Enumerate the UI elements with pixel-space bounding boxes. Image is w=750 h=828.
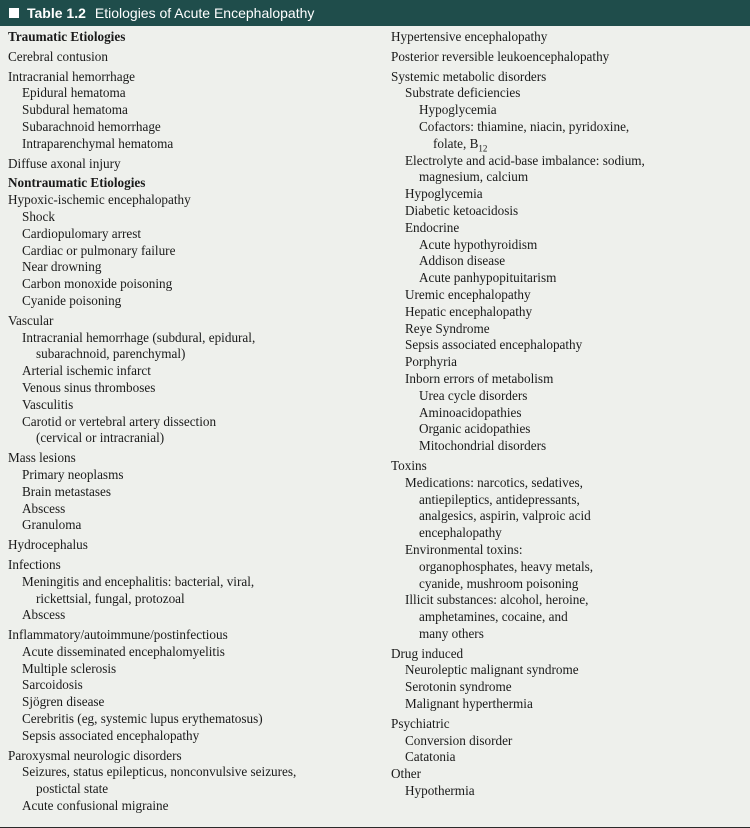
list-item: Substrate deficiencies bbox=[405, 85, 521, 101]
list-item: Drug induced bbox=[391, 645, 464, 661]
list-item: Acute disseminated encephalomyelitis bbox=[22, 643, 225, 659]
list-item: Meningitis and encephalitis: bacterial, viral, bbox=[22, 573, 255, 589]
left-column bbox=[8, 29, 380, 815]
list-item: Paroxysmal neurologic disorders bbox=[8, 747, 182, 763]
list-item: Acute panhypopituitarism bbox=[419, 270, 557, 286]
list-item: Seizures, status epilepticus, nonconvulsive seizures, bbox=[22, 764, 297, 780]
list-item: Posterior reversible leukoencephalopathy bbox=[391, 48, 610, 64]
list-item: Sjögren disease bbox=[22, 694, 105, 710]
list-item: Intracranial hemorrhage bbox=[8, 68, 136, 84]
list-item: Sepsis associated encephalopathy bbox=[405, 337, 583, 353]
list-item: Medications: narcotics, sedatives, bbox=[405, 474, 583, 490]
list-item: Porphyria bbox=[405, 354, 458, 370]
list-item: Shock bbox=[22, 208, 55, 224]
list-item: Carotid or vertebral artery dissection bbox=[22, 413, 217, 429]
section-heading: Nontraumatic Etiologies bbox=[8, 175, 146, 191]
list-item: Cerebral contusion bbox=[8, 48, 108, 64]
list-item: Abscess bbox=[22, 500, 66, 516]
table-body bbox=[0, 26, 750, 828]
list-item: Inflammatory/autoimmune/postinfectious bbox=[8, 627, 228, 643]
list-item: Intraparenchymal hematoma bbox=[22, 135, 174, 151]
list-item: Cofactors: thiamine, niacin, pyridoxine, bbox=[419, 118, 630, 134]
list-item: Cardiopulomary arrest bbox=[22, 225, 142, 241]
list-item: Subarachnoid hemorrhage bbox=[22, 118, 161, 134]
list-item: Inborn errors of metabolism bbox=[405, 370, 554, 386]
list-item: Acute hypothyroidism bbox=[419, 236, 538, 252]
list-item-continued: rickettsial, fungal, protozoal bbox=[36, 590, 185, 606]
list-item: Illicit substances: alcohol, heroine, bbox=[405, 592, 589, 608]
list-item: Electrolyte and acid-base imbalance: sodium, bbox=[405, 152, 645, 168]
table-label: Table 1.2 bbox=[27, 5, 86, 21]
list-item: Catatonia bbox=[405, 749, 456, 765]
list-item: Granuloma bbox=[22, 517, 82, 533]
section-heading: Traumatic Etiologies bbox=[8, 29, 126, 44]
list-item: Psychiatric bbox=[391, 715, 450, 731]
list-item-continued: encephalopathy bbox=[419, 525, 502, 541]
list-item-continued: cyanide, mushroom poisoning bbox=[419, 575, 579, 591]
list-item-continued: analgesics, aspirin, valproic acid bbox=[419, 508, 591, 524]
list-item-continued: organophosphates, heavy metals, bbox=[419, 558, 594, 574]
list-item-continued bbox=[391, 136, 746, 153]
list-item: Reye Syndrome bbox=[405, 320, 490, 336]
list-item: Vascular bbox=[8, 312, 54, 328]
list-item-continued: (cervical or intracranial) bbox=[36, 430, 165, 446]
list-item: Conversion disorder bbox=[405, 732, 513, 748]
list-item-continued: many others bbox=[419, 625, 484, 641]
list-item: Organic acidopathies bbox=[419, 421, 531, 437]
list-item: Environmental toxins: bbox=[405, 541, 523, 557]
subscript: 12 bbox=[478, 143, 488, 154]
list-item: Hypoglycemia bbox=[419, 102, 497, 118]
list-item: Serotonin syndrome bbox=[405, 679, 512, 695]
list-item: Vasculitis bbox=[22, 396, 74, 412]
list-item: Hepatic encephalopathy bbox=[405, 303, 533, 319]
list-item: Hypoxic-ischemic encephalopathy bbox=[8, 192, 191, 208]
list-item: Mass lesions bbox=[8, 450, 76, 466]
list-item-continued: magnesium, calcium bbox=[419, 169, 529, 185]
list-item: Multiple sclerosis bbox=[22, 660, 117, 676]
list-item: Urea cycle disorders bbox=[419, 387, 528, 403]
list-item: Uremic encephalopathy bbox=[405, 286, 531, 302]
list-item: Arterial ischemic infarct bbox=[22, 363, 151, 379]
list-item: Intracranial hemorrhage (subdural, epidural, bbox=[22, 329, 256, 345]
list-item: Diabetic ketoacidosis bbox=[405, 202, 519, 218]
list-item: Malignant hyperthermia bbox=[405, 696, 533, 712]
list-item: Carbon monoxide poisoning bbox=[22, 276, 173, 292]
table-title: Etiologies of Acute Encephalopathy bbox=[94, 5, 315, 21]
list-item: Abscess bbox=[22, 607, 66, 623]
list-item-continued: amphetamines, cocaine, and bbox=[419, 609, 568, 625]
list-item: Hydrocephalus bbox=[8, 537, 88, 553]
list-item: Infections bbox=[8, 556, 61, 572]
list-item: Endocrine bbox=[405, 219, 460, 235]
list-item: Subdural hematoma bbox=[22, 102, 128, 118]
list-item: Cardiac or pulmonary failure bbox=[22, 242, 176, 258]
list-item: Primary neoplasms bbox=[22, 466, 124, 482]
list-item: Hypoglycemia bbox=[405, 186, 483, 202]
list-item-continued: subarachnoid, parenchymal) bbox=[36, 346, 186, 362]
list-item: Brain metastases bbox=[22, 483, 111, 499]
cofactors-text: folate, B bbox=[433, 135, 479, 151]
list-item: Near drowning bbox=[22, 259, 102, 275]
list-item: Addison disease bbox=[419, 253, 506, 269]
list-item: Mitochondrial disorders bbox=[419, 438, 547, 454]
list-item: Neuroleptic malignant syndrome bbox=[405, 662, 579, 678]
list-item: Sepsis associated encephalopathy bbox=[22, 727, 200, 743]
list-item: Sarcoidosis bbox=[22, 677, 83, 693]
list-item: Other bbox=[391, 766, 422, 782]
list-item: Hypertensive encephalopathy bbox=[391, 29, 548, 44]
list-item: Diffuse axonal injury bbox=[8, 155, 121, 171]
square-bullet-icon bbox=[9, 8, 19, 18]
list-item: Aminoacidopathies bbox=[419, 404, 522, 420]
list-item-continued: antiepileptics, antidepressants, bbox=[419, 491, 580, 507]
list-item-continued: postictal state bbox=[36, 781, 109, 797]
list-item: Venous sinus thromboses bbox=[22, 379, 156, 395]
list-item: Cerebritis (eg, systemic lupus erythematosus) bbox=[22, 711, 263, 727]
list-item: Acute confusional migraine bbox=[22, 798, 169, 814]
list-item: Systemic metabolic disorders bbox=[391, 68, 547, 84]
list-item: Hypothermia bbox=[405, 783, 475, 799]
table-header bbox=[0, 0, 750, 26]
list-item: Cyanide poisoning bbox=[22, 292, 122, 308]
right-column bbox=[391, 29, 746, 800]
list-item: Epidural hematoma bbox=[22, 85, 126, 101]
list-item: Toxins bbox=[391, 457, 427, 473]
